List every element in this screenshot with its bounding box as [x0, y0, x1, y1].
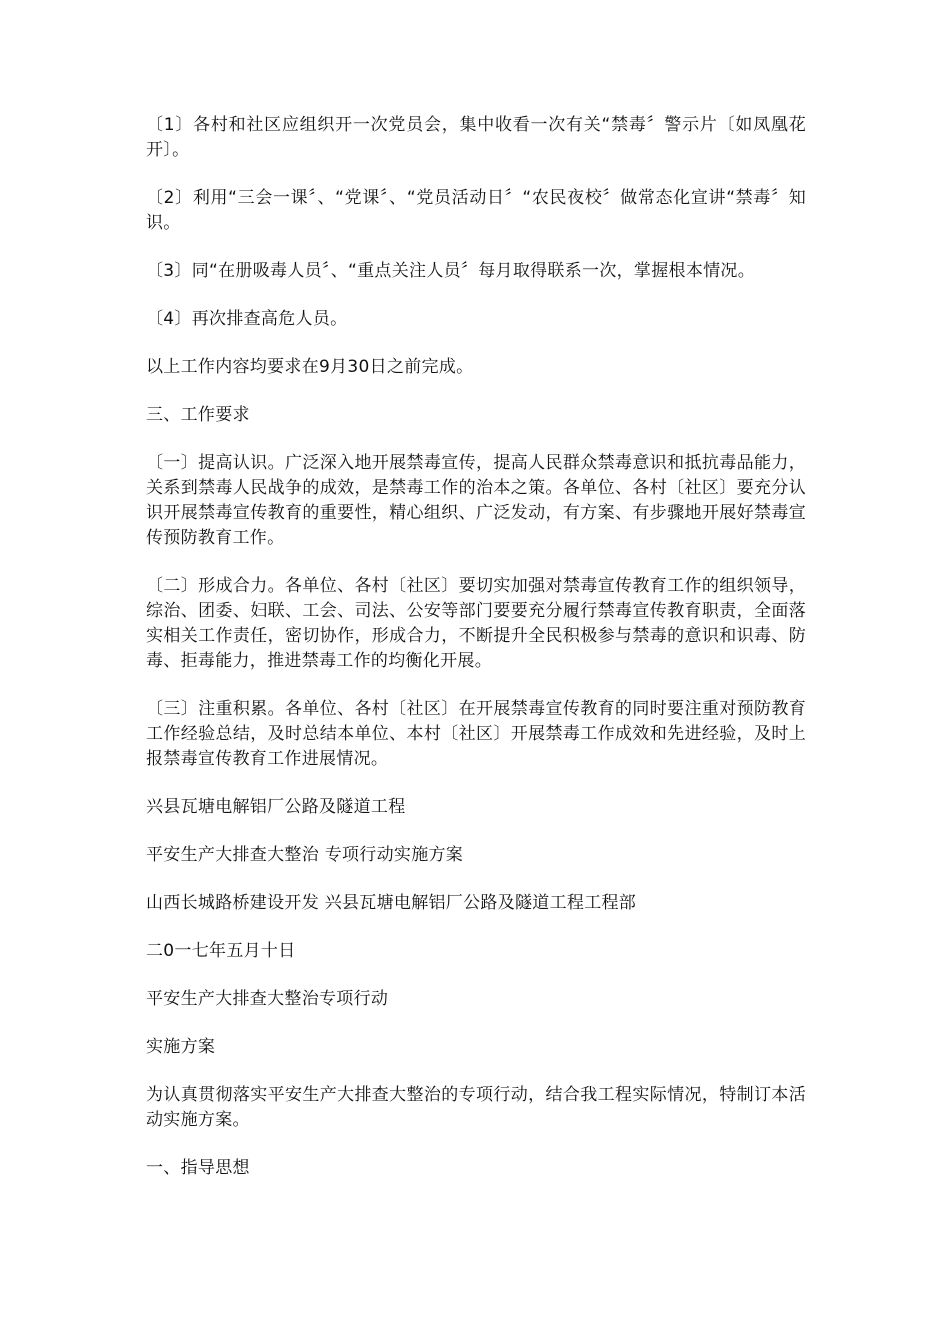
- project-name: 兴县瓦塘电解铝厂公路及隧道工程: [146, 797, 406, 817]
- organization-name: 山西长城路桥建设开发 兴县瓦塘电解铝厂公路及隧道工程工程部: [146, 893, 637, 913]
- paragraph-item-2: 〔2〕利用“三会一课〞、“党课〞、“党员活动日〞“农民夜校〞做常态化宣讲“禁毒〞知识。: [146, 188, 806, 233]
- deadline-note: 以上工作内容均要求在9月30日之前完成。: [146, 357, 474, 377]
- section-heading-guiding-thought: 一、指导思想: [146, 1158, 250, 1178]
- heading-action-title: 平安生产大排查大整治专项行动: [146, 989, 389, 1009]
- requirement-1-paragraph: 〔一〕提高认识。广泛深入地开展禁毒宣传，提高人民群众禁毒意识和抵抗毒品能力，关系到禁毒人民战争的成效，是禁毒工作的治本之策。各单位、各村〔社区〕要充分认识开展禁毒宣传教育的重要性，精心组织、广泛发动，有方案、有步骤地开展好禁毒宣传预防教育工作。: [146, 453, 806, 548]
- paragraph-item-4: 〔4〕再次排查高危人员。: [146, 309, 348, 329]
- paragraph-item-1: 〔1〕各村和社区应组织开一次党员会，集中收看一次有关“禁毒〞警示片〔如凤凰花开〕。: [146, 115, 806, 160]
- requirement-2-paragraph: 〔二〕形成合力。各单位、各村〔社区〕要切实加强对禁毒宣传教育工作的组织领导，综治、团委、妇联、工会、司法、公安等部门要要充分履行禁毒宣传教育职责，全面落实相关工作责任，密切协作，形成合力，不断提升全民积极参与禁毒的意识和识毒、防毒、拒毒能力，推进禁毒工作的均衡化开展。: [146, 576, 806, 671]
- heading-implementation-plan: 实施方案: [146, 1037, 216, 1057]
- plan-title: 平安生产大排查大整治 专项行动实施方案: [146, 845, 464, 865]
- requirement-3-paragraph: 〔三〕注重积累。各单位、各村〔社区〕在开展禁毒宣传教育的同时要注重对预防教育工作经验总结，及时总结本单位、本村〔社区〕开展禁毒工作成效和先进经验，及时上报禁毒宣传教育工作进展情况。: [146, 699, 806, 769]
- intro-paragraph: 为认真贯彻落实平安生产大排查大整治的专项行动，结合我工程实际情况，特制订本活动实施方案。: [146, 1085, 806, 1130]
- section-heading-work-requirements: 三、工作要求: [146, 405, 250, 425]
- paragraph-item-3: 〔3〕同“在册吸毒人员〞、“重点关注人员〞每月取得联系一次，掌握根本情况。: [146, 261, 756, 281]
- document-body: [146, 113, 806, 1204]
- document-date: 二0一七年五月十日: [146, 941, 296, 961]
